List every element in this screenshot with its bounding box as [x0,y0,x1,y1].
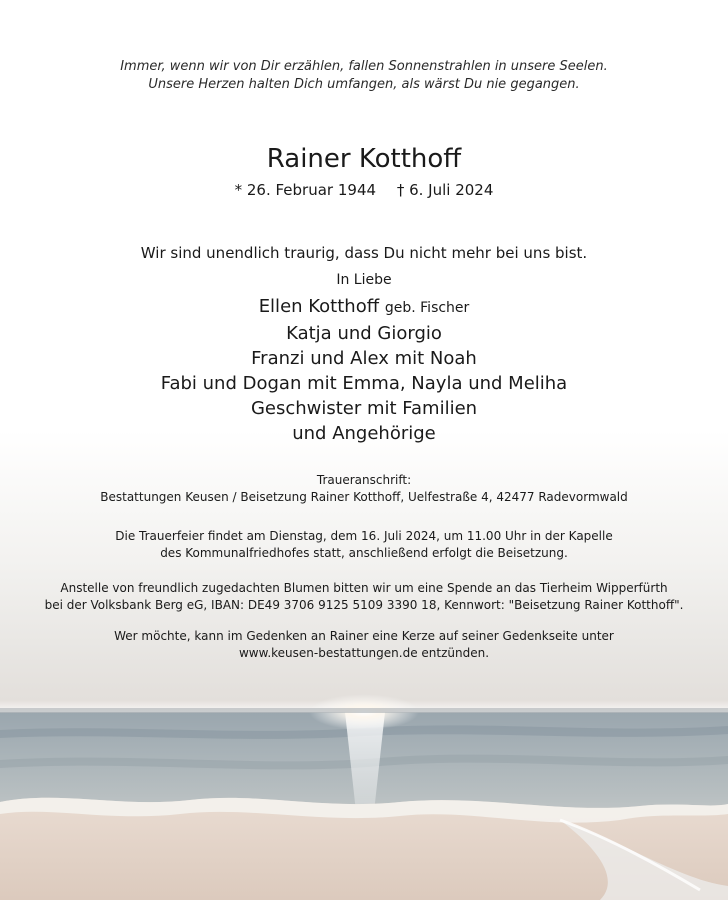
ceremony-line-2: des Kommunalfriedhofes statt, anschließend erfolgt die Beisetzung. [160,546,568,560]
motto-line-1: Immer, wenn wir von Dir erzählen, fallen Sonnenstrahlen in unsere Seelen. [120,59,608,74]
donation-line-1: Anstelle von freundlich zugedachten Blumen bitten wir um eine Spende an das Tierheim Wipperfürth [60,581,668,595]
motto-line-2: Unsere Herzen halten Dich umfangen, als wärst Du nie gegangen. [148,77,580,92]
family-line-5: Geschwister mit Familien [250,398,478,419]
candle-line-1: Wer möchte, kann im Gedenken an Rainer eine Kerze auf seiner Gedenkseite unter [114,629,614,643]
sorrow-statement: Wir sind unendlich traurig, dass Du nicht mehr bei uns bist. [140,244,588,262]
address-label: Traueranschrift: [316,473,412,487]
in-love-label: In Liebe [336,272,392,288]
ceremony-line-1: Die Trauerfeier findet am Dienstag, dem 16. Juli 2024, um 11.00 Uhr in der Kapelle [115,529,613,543]
family-line-3: Franzi und Alex mit Noah [251,348,477,369]
candle-line-2: www.keusen-bestattungen.de entzünden. [238,646,490,660]
family-line-4: Fabi und Dogan mit Emma, Nayla und Meliha [160,373,568,394]
mourning-address [0,472,728,506]
life-dates [0,180,728,200]
death-date: † 6. Juli 2024 [396,181,494,199]
family-list [0,294,728,446]
family-line-1-suffix: geb. Fischer [384,300,470,316]
donation-request [0,580,728,614]
family-line-1-name: Ellen Kotthoff [258,296,380,317]
donation-line-2: bei der Volksbank Berg eG, IBAN: DE49 3706 9125 5109 3390 18, Kennwort: "Beisetzung Rainer Kotthoff". [44,598,684,612]
memorial-candle-note [0,628,728,662]
address-value: Bestattungen Keusen / Beisetzung Rainer Kotthoff, Uelfestraße 4, 42477 Radevormwald [100,490,628,504]
beach-sunrise-image [0,690,728,900]
motto-quote [0,58,728,94]
deceased-name: Rainer Kotthoff [266,144,462,174]
funeral-ceremony-info [0,528,728,562]
family-line-6: und Angehörige [292,423,436,444]
family-line-1 [0,294,728,321]
birth-date: * 26. Februar 1944 [234,181,377,199]
family-line-2: Katja und Giorgio [286,323,442,344]
